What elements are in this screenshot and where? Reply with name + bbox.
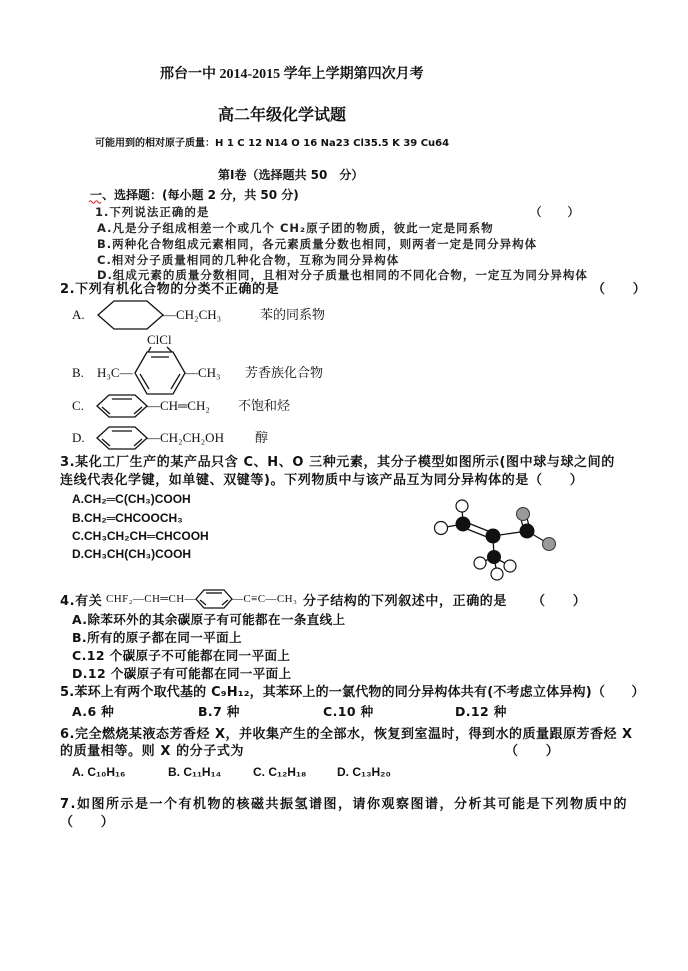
q2-stem: 2.下列有机化合物的分类不正确的是 <box>60 282 280 297</box>
q2-option-d-letter: D. <box>72 430 85 445</box>
q4-option-a: A.除苯环外的其余碳原子有可能都在一条直线上 <box>72 612 346 627</box>
q1-stem: 1.下列说法正确的是 <box>95 205 210 219</box>
hydrogen-atom <box>435 522 448 535</box>
q1-option-c: C.相对分子质量相同的几种化合物，互称为同分异构体 <box>97 253 400 267</box>
hydrogen-atom <box>474 557 486 569</box>
carbon-atom <box>487 550 501 564</box>
exam-school-title: 邢台一中 2014-2015 学年上学期第四次月考 <box>160 67 424 82</box>
q4-stem-suffix: 分子结构的下列叙述中，正确的是 <box>303 594 508 609</box>
q2-answer-bracket: （ ） <box>592 282 647 297</box>
q2-option-c-letter: C. <box>72 398 84 413</box>
ring-double-bond <box>134 439 142 446</box>
q6-option-b: B. C₁₁H₁₄ <box>168 765 222 779</box>
hydrogen-atom <box>504 560 516 572</box>
q1-option-b: B.两种化合物组成元素相同，各元素质量分数也相同，则两者一定是同分异构体 <box>97 237 538 251</box>
q2-option-c-classification: 不饱和烃 <box>238 398 291 413</box>
q2-option-a-letter: A. <box>72 307 85 322</box>
q3-stem-line-2: 连线代表化学键，如单键、双键等)。下列物质中与该产品互为同分异构体的是（ ） <box>60 473 584 488</box>
q5-option-c: C.10 种 <box>323 704 374 719</box>
q2-option-b-classification: 芳香族化合物 <box>245 365 324 380</box>
ring-outline <box>97 427 147 449</box>
q2-option-b-letter: B. <box>72 365 84 380</box>
q2-option-b-left-group: H₃C— <box>97 365 133 380</box>
atomic-masses-note: 可能用到的相对原子质量：H 1 C 12 N14 O 16 Na23 Cl35.5 K 39 Cu64 <box>95 138 450 149</box>
q5-option-b: B.7 种 <box>198 704 240 719</box>
q2-option-d-classification: 醇 <box>255 430 269 445</box>
q2-a-cyclohexane-ring <box>98 301 163 329</box>
ring-double-bond <box>140 374 149 389</box>
q5-option-d: D.12 种 <box>455 704 507 719</box>
section-title: 第Ⅰ卷（选择题共 50 分） <box>218 168 364 182</box>
q5-option-a: A.6 种 <box>72 704 115 719</box>
q2-option-d-substituent: —CH₂CH₂OH <box>147 430 224 445</box>
ring-outline <box>135 352 185 394</box>
carbon-atom <box>486 529 501 544</box>
ring-double-bond <box>102 439 110 446</box>
ring-double-bond <box>102 407 110 414</box>
q4-structure-left: CHF₂—CH═CH— <box>106 593 196 605</box>
q6-option-d: D. C₁₃H₂₀ <box>337 765 391 779</box>
q4-benzene-ring <box>196 590 232 608</box>
q4-option-d: D.12 个碳原子有可能都在同一平面上 <box>72 666 292 681</box>
carbon-atom <box>456 517 471 532</box>
q2-option-b-substituent: —CH₃ <box>185 365 221 380</box>
q2-c-benzene-ring <box>97 395 147 417</box>
q2-option-a-classification: 苯的同系物 <box>260 307 326 322</box>
oxygen-atom <box>543 538 556 551</box>
q1-option-d: D.组成元素的质量分数相同，且相对分子质量也相同的不同化合物，一定互为同分异构体 <box>97 268 588 282</box>
q4-structure-right: —C≡C—CH₃ <box>232 593 298 605</box>
q1-option-a: A.凡是分子组成相差一个或几个 CH₂原子团的物质，彼此一定是同系物 <box>97 221 494 235</box>
oxygen-atom <box>517 508 530 521</box>
q4-stem-prefix: 4.有关 <box>60 594 103 609</box>
ring-double-bond <box>171 374 180 389</box>
q3-stem-line-1: 3.某化工厂生产的某产品只含 C、H、O 三种元素，其分子模型如图所示(图中球与球之间的 <box>60 455 615 470</box>
q2-d-benzene-ring <box>97 427 147 449</box>
q2-option-a-substituent: —CH₂CH₃ <box>163 307 222 322</box>
exam-subject-title: 高二年级化学试题 <box>218 105 347 124</box>
q5-stem: 5.苯环上有两个取代基的 C₉H₁₂，其苯环上的一氯代物的同分异构体共有(不考虑立体异构)（ ） <box>60 685 645 700</box>
ring-outline <box>97 395 147 417</box>
q4-option-c: C.12 个碳原子不可能都在同一平面上 <box>72 648 291 663</box>
q3-option-d: D.CH₃CH(CH₃)COOH <box>72 547 192 561</box>
q7-stem: 7.如图所示是一个有机物的核磁共振氢谱图，请你观察图谱，分析其可能是下列物质中的 <box>60 797 628 812</box>
q4-answer-bracket: （ ） <box>532 594 587 609</box>
q1-answer-bracket: （ ） <box>530 205 580 219</box>
ring-outline <box>98 301 163 329</box>
q6-option-a: A. C₁₀H₁₆ <box>72 765 126 779</box>
q6-stem-line-1: 6.完全燃烧某液态芳香烃 X，并收集产生的全部水，恢复到室温时，得到水的质量跟原芳香烃 X <box>60 727 633 742</box>
q6-stem-line-2: 的质量相等。则 X 的分子式为 <box>60 744 245 759</box>
carbon-atom <box>520 524 535 539</box>
q3-option-a: A.CH₂═C(CH₃)COOH <box>72 492 191 506</box>
q2-option-b-top-label: ClCl <box>147 332 172 347</box>
hydrogen-atom <box>456 500 468 512</box>
part-heading: 一、选择题：(每小题 2 分，共 50 分) <box>90 188 299 202</box>
q6-answer-bracket: （ ） <box>505 744 560 759</box>
q4-option-b: B.所有的原子都在同一平面上 <box>72 630 242 645</box>
hydrogen-atom <box>491 568 503 580</box>
q2-b-benzene-ring <box>135 347 185 394</box>
ring-double-bond <box>134 407 142 414</box>
q7-answer-bracket: （ ） <box>60 815 115 830</box>
q6-option-c: C. C₁₂H₁₈ <box>253 765 307 779</box>
q3-option-c: C.CH₃CH₂CH═CHCOOH <box>72 529 209 543</box>
q2-option-c-substituent: —CH═CH₂ <box>147 398 210 413</box>
q3-option-b: B.CH₂═CHCOOCH₃ <box>72 511 183 525</box>
q3-molecule-model <box>435 500 556 580</box>
